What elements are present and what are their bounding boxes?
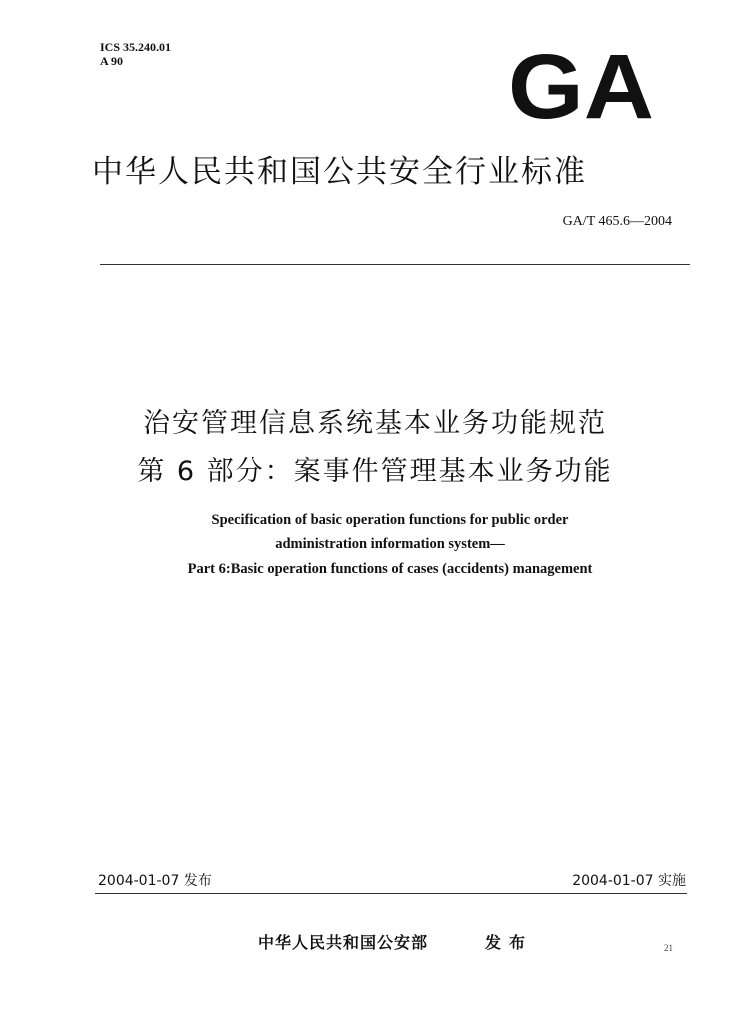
- issue-date: 2004-01-07 发布: [98, 873, 212, 889]
- class-code: A 90: [100, 54, 124, 68]
- organization-title: 中华人民共和国公共安全行业标准: [92, 154, 587, 190]
- title-en-line-3: Part 6:Basic operation functions of cases (accidents) management: [187, 561, 593, 577]
- implementation-date: 2004-01-07 实施: [572, 873, 686, 889]
- title-en-line-1: Specification of basic operation functions for public order: [211, 512, 569, 528]
- title-cn-line-2: 第 6 部分：案事件管理基本业务功能: [137, 456, 613, 487]
- issue-label: 发布: [485, 933, 534, 952]
- title-en-line-2: administration information system—: [275, 536, 505, 552]
- issuing-authority: 中华人民共和国公安部: [258, 933, 429, 952]
- footer-divider: [95, 893, 687, 894]
- title-cn-line-1: 治安管理信息系统基本业务功能规范: [143, 408, 607, 439]
- svg-text:GA: GA: [508, 50, 654, 120]
- standard-number: GA/T 465.6—2004: [562, 214, 672, 229]
- header-divider: [100, 264, 690, 265]
- ga-logo: [508, 50, 654, 120]
- ics-code: ICS 35.240.01: [100, 40, 172, 54]
- classification-codes: [100, 40, 171, 68]
- page-number: 21: [664, 943, 673, 953]
